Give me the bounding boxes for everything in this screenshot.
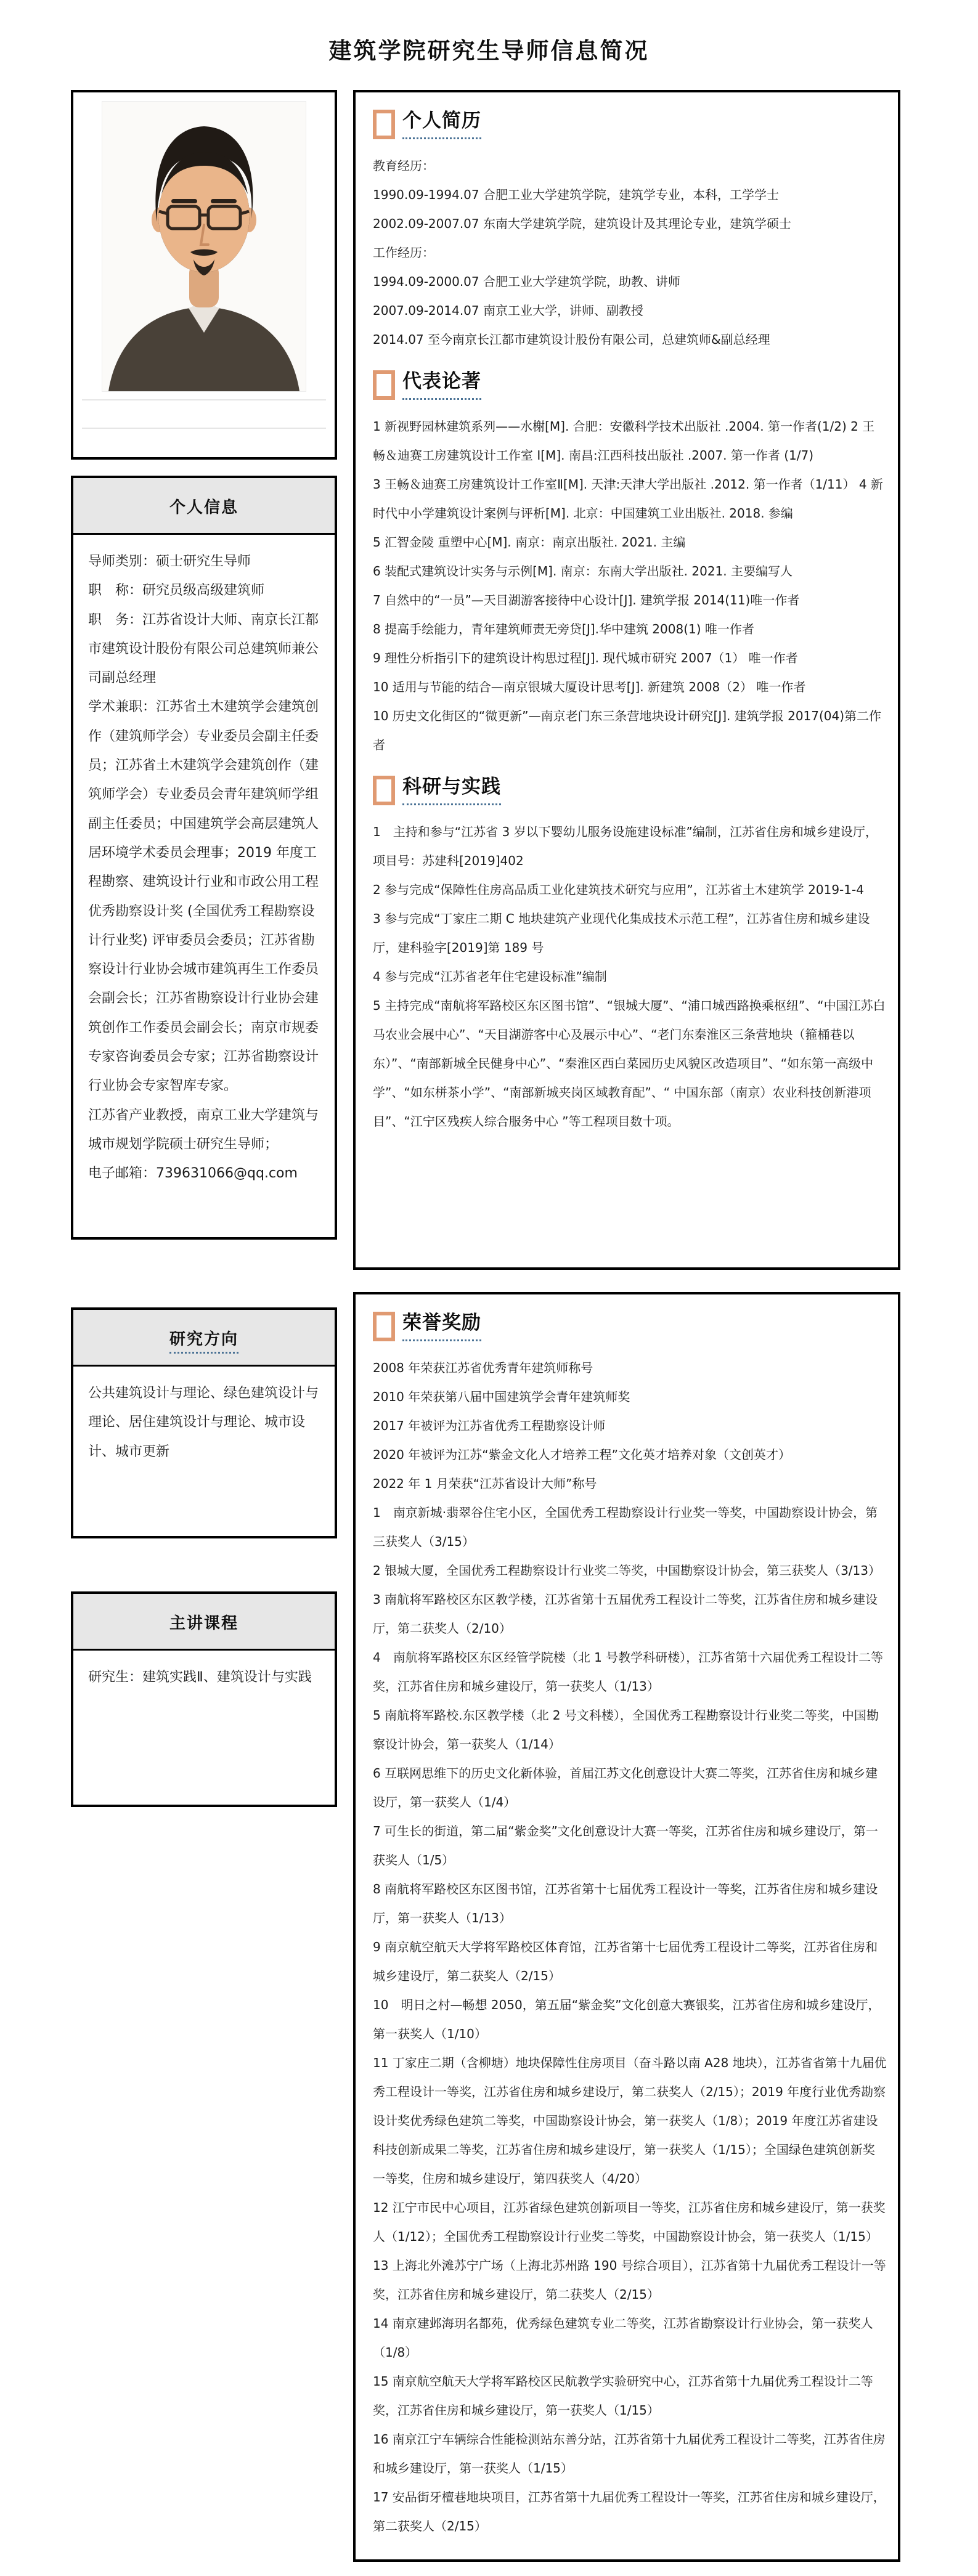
personal-info-line: 职 务：江苏省设计大师、南京长江都市建筑设计股份有限公司总建筑师兼公司副总经理 [88,612,319,686]
resume-line: 1994.09-2000.07 合肥工业大学建筑学院，助教、讲师 [373,274,680,289]
practice-list [373,818,887,1136]
resume-body [373,152,887,354]
honors-list [373,1354,887,2541]
publication-item: 3 王畅＆迪赛工房建筑设计工作室Ⅱ[M]. 天津:天津大学出版社 .2012. 第一作者（1/11） 4 新时代中小学建筑设计案例与评析[M]. 北京：中国建筑工业出版社. 2018. 参编 [373,477,883,521]
personal-info-header: 个人信息 [73,478,335,535]
practice-title-row [373,776,887,805]
research-direction-text: 公共建筑设计与理论、绿色建筑设计与理论、居住建筑设计与理论、城市设计、城市更新 [88,1386,319,1460]
resume-line: 1990.09-1994.07 合肥工业大学建筑学院，建筑学专业，本科，工学学士 [373,187,779,202]
honor-item: 2008 年荣获江苏省优秀青年建筑师称号 [373,1360,593,1375]
resume-line: 2002.09-2007.07 东南大学建筑学院，建筑设计及其理论专业，建筑学硕士 [373,216,791,231]
honor-item: 17 安品街牙檀巷地块项目，江苏省第十九届优秀工程设计一等奖，江苏省住房和城乡建设厅，第二获奖人（2/15） [373,2490,886,2533]
honors-box [353,1292,900,2562]
personal-info-line: 职 称：研究员级高级建筑师 [88,583,265,599]
profile-box [353,90,900,1270]
honor-item: 6 互联网思维下的历史文化新体验，首届江苏文化创意设计大赛二等奖，江苏省住房和城乡建设厅，第一获奖人（1/4） [373,1766,878,1810]
publication-item: 10 历史文化街区的“微更新”—南京老门东三条营地块设计研究[J]. 建筑学报 2017(04)第二作者 [373,709,882,752]
left-column [71,90,337,1807]
practice-item: 3 参与完成“丁家庄二期 C 地块建筑产业现代化集成技术示范工程”，江苏省住房和城乡建设厅，建科验字[2019]第 189 号 [373,911,870,955]
honor-item: 2022 年 1 月荣获“江苏省设计大师”称号 [373,1476,597,1491]
honor-item: 4 南航将军路校区东区经管学院楼（北 1 号教学科研楼），江苏省第十六届优秀工程设计二等奖，江苏省住房和城乡建设厅，第一获奖人（1/13） [373,1650,884,1694]
publication-item: 5 汇智金陵 重塑中心[M]. 南京：南京出版社. 2021. 主编 [373,535,686,550]
personal-info-panel [71,476,337,1240]
resume-line: 教育经历： [373,158,434,173]
honor-item: 2020 年被评为江苏“紫金文化人才培养工程”文化英才培养对象（文创英才） [373,1447,791,1462]
honor-item: 9 南京航空航天大学将军路校区体育馆，江苏省第十七届优秀工程设计二等奖，江苏省住房和城乡建设厅，第二获奖人（2/15） [373,1940,878,1983]
publication-item: 1 新视野园林建筑系列——水榭[M]. 合肥：安徽科学技术出版社 .2004. 第一作者(1/2) 2 王畅＆迪赛工房建筑设计工作室 I[M]. 南昌:江西科技出版社 .2007. 第一作者 (1/7) [373,419,875,463]
honor-item: 2010 年荣获第八届中国建筑学会青年建筑师奖 [373,1389,630,1404]
practice-item: 4 参与完成“江苏省老年住宅建设标准”编制 [373,969,607,984]
personal-info-line: 电子邮箱：739631066@qq.com [88,1166,298,1182]
publications-title-row [373,370,887,400]
photo-divider [82,428,326,429]
section-research-practice [373,776,887,1136]
personal-info-body [73,535,335,1207]
page-title: 建筑学院研究生导师信息简况 [328,38,650,64]
publications-title: 代表论著 [402,370,481,399]
publication-item: 6 装配式建筑设计实务与示例[M]. 南京：东南大学出版社. 2021. 主要编写人 [373,564,793,579]
right-column [353,90,900,2562]
orange-square-icon [373,110,395,139]
courses-text: 研究生：建筑实践Ⅱ、建筑设计与实践 [88,1670,312,1685]
research-direction-title: 研究方向 [169,1330,238,1354]
honors-title: 荣誉奖励 [402,1312,481,1341]
section-resume [373,110,887,354]
honor-item: 2017 年被评为江苏省优秀工程勘察设计师 [373,1418,606,1433]
honor-item: 10 明日之村—畅想 2050，第五届“紫金奖”文化创意大赛银奖，江苏省住房和城乡建设厅，第一获奖人（1/10） [373,1997,881,2041]
courses-header: 主讲课程 [73,1594,335,1651]
honor-item: 11 丁家庄二期（含柳塘）地块保障性住房项目（奋斗路以南 A28 地块），江苏省省第十九届优秀工程设计一等奖，江苏省住房和城乡建设厅，第二获奖人（2/15）；2019 年度行业优秀勘察设计奖优秀绿色建筑二等奖，中国勘察设计协会，第一获奖人（1/8）；2019 年度江苏省建设科技创新成果二等奖，江苏省住房和城乡建设厅，第一获奖人（1/15）；全国绿色建筑创新奖一等奖，住房和城乡建设厅，第四获奖人（4/20） [373,2055,887,2186]
research-direction-panel [71,1307,337,1538]
honor-item: 15 南京航空航天大学将军路校区民航教学实验研究中心，江苏省第十九届优秀工程设计二等奖，江苏省住房和城乡建设厅，第一获奖人（1/15） [373,2374,873,2418]
orange-square-icon [373,776,395,805]
personal-info-line: 导师类别：硕士研究生导师 [88,554,251,569]
research-direction-header [73,1310,335,1367]
two-column-layout [71,90,978,2562]
photo-panel [71,90,337,460]
resume-title-row [373,110,887,139]
publication-item: 7 自然中的“一员”—天目湖游客接待中心设计[J]. 建筑学报 2014(11)唯一作者 [373,593,800,607]
honor-item: 7 可生长的街道，第二届“紫金奖”文化创意设计大赛一等奖，江苏省住房和城乡建设厅，第一获奖人（1/5） [373,1824,878,1867]
section-honors [373,1312,887,2541]
resume-title: 个人简历 [402,110,481,139]
practice-item: 1 主持和参与“江苏省 3 岁以下婴幼儿服务设施建设标准”编制，江苏省住房和城乡建设厅，项目号：苏建科[2019]402 [373,824,878,868]
resume-line: 工作经历： [373,245,434,260]
honor-item: 1 南京新城·翡翠谷住宅小区，全国优秀工程勘察设计行业奖一等奖，中国勘察设计协会，第三获奖人（3/15） [373,1505,878,1549]
courses-panel [71,1591,337,1807]
honors-title-row [373,1312,887,1341]
publication-item: 9 理性分析指引下的建筑设计构思过程[J]. 现代城市研究 2007（1） 唯一作者 [373,651,798,665]
orange-square-icon [373,370,395,400]
honor-item: 14 南京建邺海玥名都苑，优秀绿色建筑专业二等奖，江苏省勘察设计行业协会，第一获奖人（1/8） [373,2316,873,2360]
honor-item: 16 南京江宁车辆综合性能检测站东善分站，江苏省第十九届优秀工程设计二等奖，江苏省住房和城乡建设厅，第一获奖人（1/15） [373,2432,886,2476]
courses-body [73,1651,335,1710]
honor-item: 8 南航将军路校区东区图书馆，江苏省第十七届优秀工程设计一等奖，江苏省住房和城乡建设厅，第一获奖人（1/13） [373,1882,878,1925]
practice-title: 科研与实践 [402,776,501,805]
honor-item: 2 银城大厦，全国优秀工程勘察设计行业奖二等奖，中国勘察设计协会，第三获奖人（3/13） [373,1563,881,1578]
resume-line: 2014.07 至今南京长江都市建筑设计股份有限公司，总建筑师&副总经理 [373,332,770,347]
advisor-portrait-photo [102,101,306,392]
research-direction-body [73,1367,335,1485]
orange-square-icon [373,1312,395,1341]
publication-item: 8 提高手绘能力，青年建筑师责无旁贷[J].华中建筑 2008(1) 唯一作者 [373,622,754,636]
practice-item: 2 参与完成“保障性住房高品质工业化建筑技术研究与应用”，江苏省土木建筑学 2019-1-4 [373,882,864,897]
section-publications [373,370,887,760]
honor-item: 12 江宁市民中心项目，江苏省绿色建筑创新项目一等奖，江苏省住房和城乡建设厅，第一获奖人（1/12）；全国优秀工程勘察设计行业奖二等奖，中国勘察设计协会，第一获奖人（1/15） [373,2200,886,2244]
publications-list [373,412,887,760]
personal-info-line: 学术兼职：江苏省土木建筑学会建筑创作（建筑师学会）专业委员会副主任委员；江苏省土木建筑学会建筑创作（建筑师学会）专业委员会青年建筑师学组副主任委员；中国建筑学会高层建筑人居环境学术委员会理事；2019 年度工程勘察、建筑设计行业和市政公用工程优秀勘察设计奖 (全国优秀工程勘察设计行业奖) 评审委员会委员；江苏省勘察设计行业协会城市建筑再生工作委员会副会长；江苏省勘察设计行业协会建筑创作工作委员会副会长；南京市规委专家咨询委员会专家；江苏省勘察设计行业协会专家智库专家。 [88,699,319,1094]
honor-item: 3 南航将军路校区东区教学楼，江苏省第十五届优秀工程设计二等奖，江苏省住房和城乡建设厅，第二获奖人（2/10） [373,1592,878,1636]
personal-info-line: 江苏省产业教授，南京工业大学建筑与城市规划学院硕士研究生导师； [88,1107,319,1152]
honor-item: 5 南航将军路校.东区教学楼（北 2 号文科楼），全国优秀工程勘察设计行业奖二等奖，中国勘察设计协会，第一获奖人（1/14） [373,1708,879,1752]
resume-line: 2007.09-2014.07 南京工业大学，讲师、副教授 [373,303,643,318]
honor-item: 13 上海北外滩苏宁广场（上海北苏州路 190 号综合项目），江苏省第十九届优秀工程设计一等奖，江苏省住房和城乡建设厅，第二获奖人（2/15） [373,2258,886,2302]
practice-item: 5 主持完成“南航将军路校区东区图书馆”、“银城大厦”、“浦口城西路换乘枢纽”、“中国江苏白马农业会展中心”、“天目湖游客中心及展示中心”、“老门东秦淮区三条营地块（箍桶巷以东）”、“南部新城全民健身中心”、“秦淮区西白菜园历史风貌区改造项目”、“如东第一高级中学”、“如东栟茶小学”、“南部新城夹岗区域教育配”、“ 中国东部（南京）农业科技创新港项目”、“江宁区残疾人综合服务中心 ”等工程项目数十项。 [373,998,886,1129]
photo-divider [82,399,326,400]
publication-item: 10 适用与节能的结合—南京银城大厦设计思考[J]. 新建筑 2008（2） 唯一作者 [373,680,806,694]
